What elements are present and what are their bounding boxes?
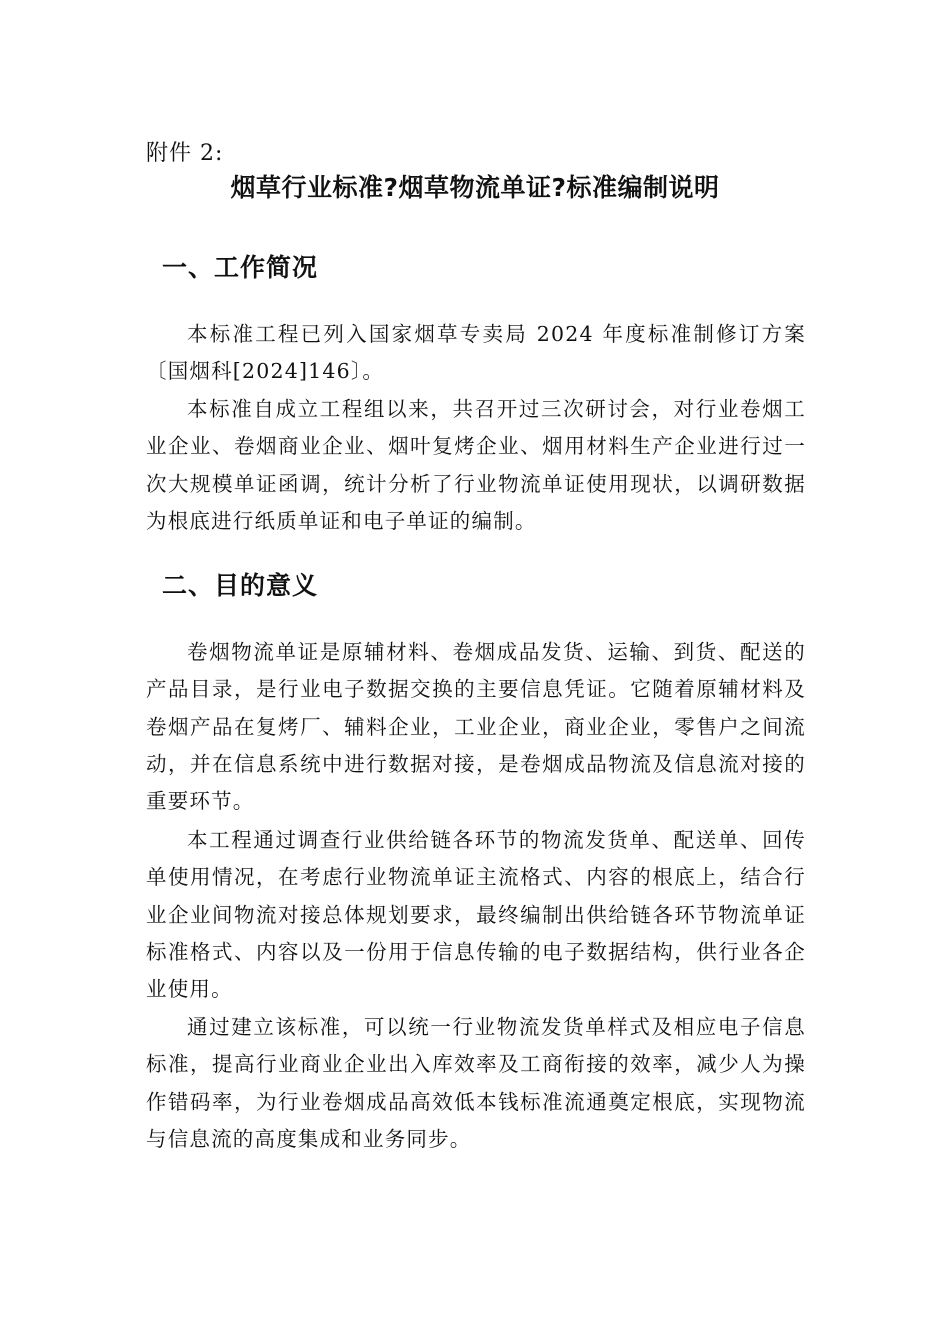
attachment-label: 附件 2: <box>146 141 224 166</box>
section-heading-purpose: 二、目的意义 <box>162 571 319 600</box>
paragraph: 本标准工程已列入国家烟草专卖局 2024 年度标准制修订方案〔国烟科[2024]146〕。 <box>146 322 806 384</box>
paragraph: 通过建立该标准，可以统一行业物流发货单样式及相应电子信息标准，提高行业商业企业出入库效率及工商衔接的效率，减少人为操作错码率，为行业卷烟成品高效低本钱标准流通奠定根底，实现物流与信息流的高度集成和业务同步。 <box>146 1015 806 1151</box>
section-heading-work-overview: 一、工作简况 <box>162 253 319 282</box>
paragraph: 本工程通过调查行业供给链各环节的物流发货单、配送单、回传单使用情况，在考虑行业物流单证主流格式、内容的根底上，结合行业企业间物流对接总体规划要求，最终编制出供给链各环节物流单证标准格式、内容以及一份用于信息传输的电子数据结构，供行业各企业使用。 <box>146 828 806 1002</box>
paragraph: 卷烟物流单证是原辅材料、卷烟成品发货、运输、到货、配送的产品目录，是行业电子数据交换的主要信息凭证。它随着原辅材料及卷烟产品在复烤厂、辅料企业，工业企业，商业企业，零售户之间流动，并在信息系统中进行数据对接，是卷烟成品物流及信息流对接的重要环节。 <box>146 640 806 814</box>
document-title: 烟草行业标准?烟草物流单证?标准编制说明 <box>230 173 720 202</box>
paragraph: 本标准自成立工程组以来，共召开过三次研讨会，对行业卷烟工业企业、卷烟商业企业、烟叶复烤企业、烟用材料生产企业进行过一次大规模单证函调，统计分析了行业物流单证使用现状，以调研数据为根底进行纸质单证和电子单证的编制。 <box>146 397 806 533</box>
